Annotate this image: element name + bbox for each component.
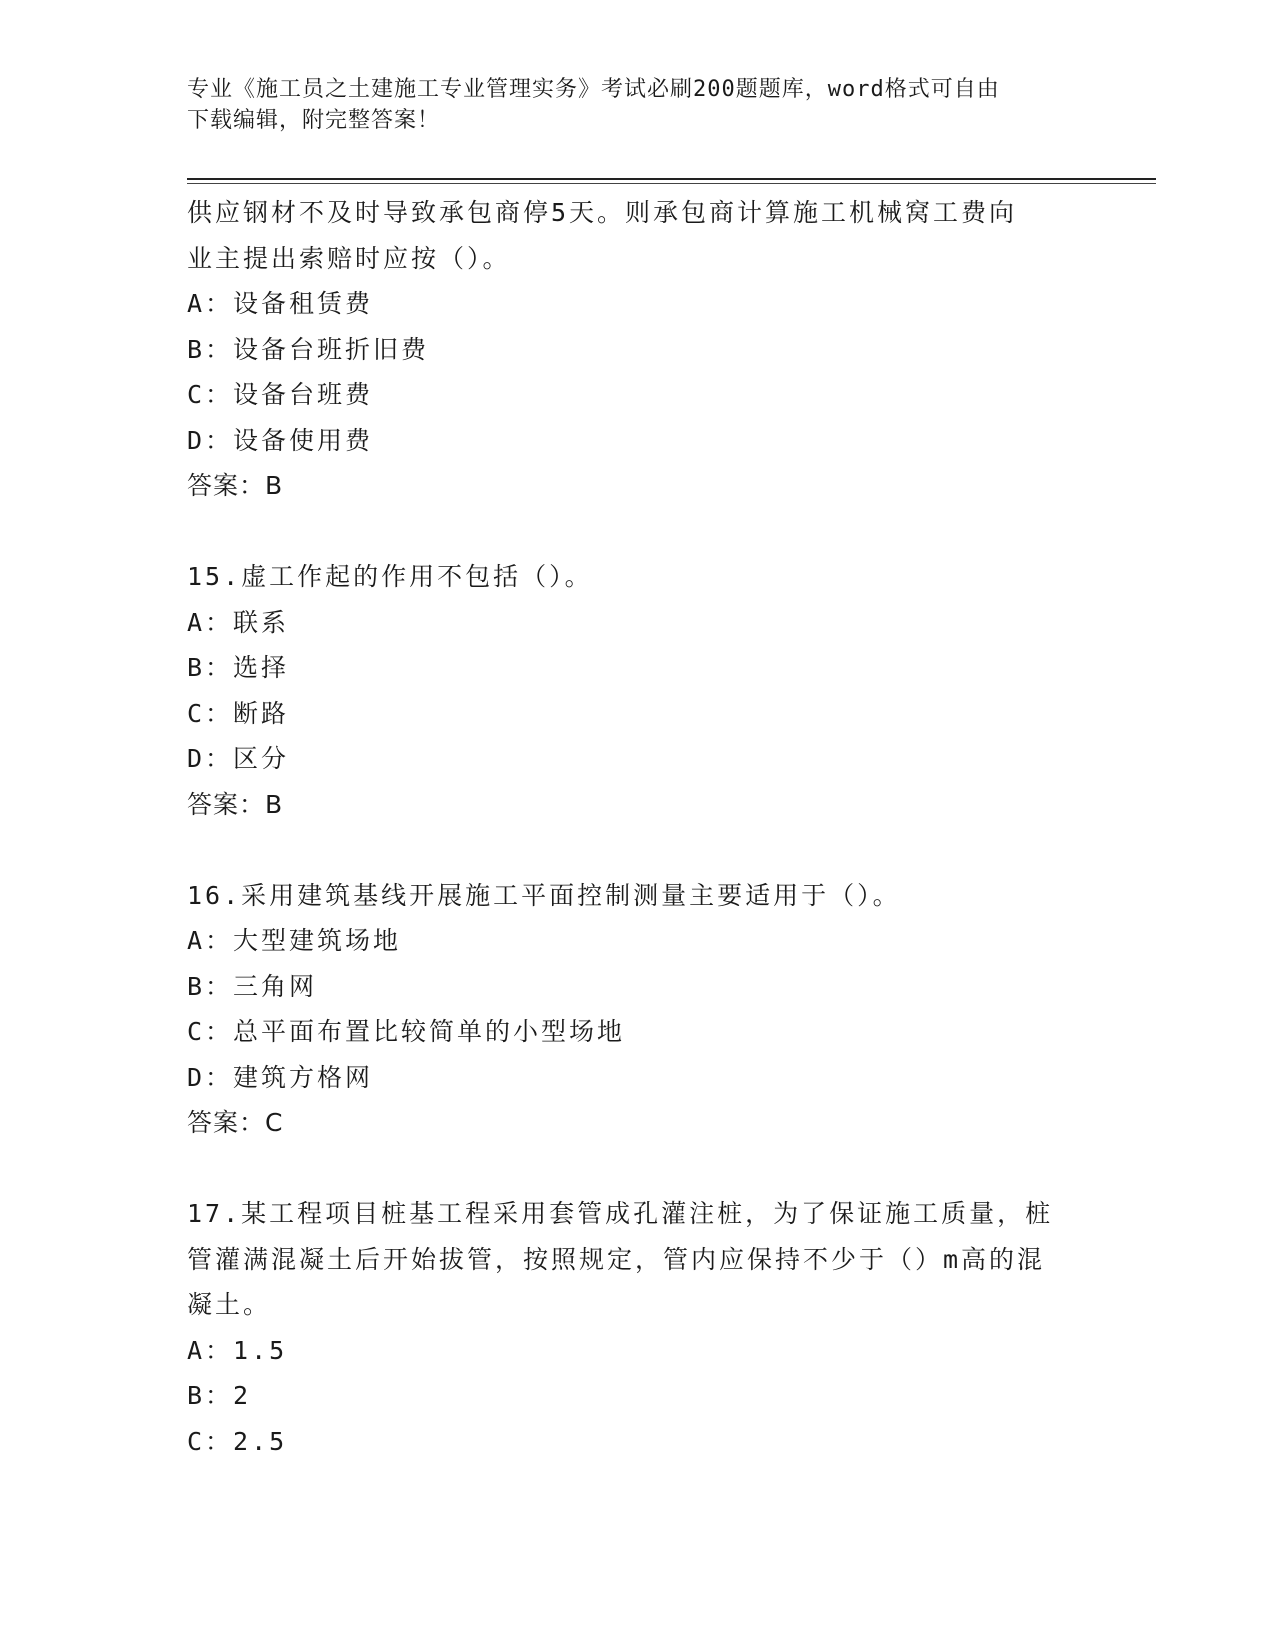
header-divider-thin [187, 183, 1156, 184]
option-a: A：联系 [187, 607, 290, 637]
question-stem-line: 15.虚工作起的作用不包括（）。 [187, 562, 593, 591]
header-divider [187, 178, 1156, 180]
header-line-2: 下载编辑，附完整答案！ [187, 108, 441, 133]
question-list [187, 190, 1087, 1464]
option-a: A：设备租赁费 [187, 289, 374, 318]
option-c: C：设备台班费 [187, 380, 374, 409]
document-header [187, 74, 1067, 136]
header-line-1: 专业《施工员之土建施工专业管理实务》考试必刷200题题库，word格式可自由 [187, 77, 1000, 102]
question-stem-line: 业主提出索赔时应按（）。 [187, 243, 511, 273]
option-c: C：2.5 [187, 1426, 288, 1456]
spacer [187, 1146, 1087, 1192]
question-stem-line: 管灌满混凝土后开始拔管，按照规定，管内应保持不少于（）m高的混 [187, 1244, 1046, 1274]
answer: 答案：B [187, 471, 284, 500]
option-b: B：选择 [187, 653, 290, 682]
question-15 [187, 554, 1087, 827]
option-a: A：1.5 [187, 1335, 288, 1365]
option-d: D：建筑方格网 [187, 1062, 374, 1092]
spacer [187, 827, 1087, 873]
option-d: D：区分 [187, 744, 290, 773]
question-stem-line: 凝土。 [187, 1290, 272, 1319]
option-c: C：总平面布置比较简单的小型场地 [187, 1017, 626, 1046]
question-16 [187, 873, 1087, 1146]
question-stem-line: 17.某工程项目桩基工程采用套管成孔灌注桩，为了保证施工质量，桩 [187, 1199, 1054, 1228]
answer: 答案：B [187, 789, 284, 819]
spacer [187, 509, 1087, 555]
option-b: B：2 [187, 1381, 252, 1410]
option-b: B：三角网 [187, 971, 318, 1001]
option-c: C：断路 [187, 698, 290, 728]
question-stem-line: 供应钢材不及时导致承包商停5天。则承包商计算施工机械窝工费向 [187, 198, 1018, 227]
option-b: B：设备台班折旧费 [187, 334, 430, 364]
question-stem-line: 16.采用建筑基线开展施工平面控制测量主要适用于（）。 [187, 880, 901, 910]
question-17 [187, 1191, 1087, 1464]
question-14 [187, 190, 1087, 509]
answer: 答案：C [187, 1108, 284, 1137]
option-a: A：大型建筑场地 [187, 926, 402, 955]
option-d: D：设备使用费 [187, 425, 374, 455]
